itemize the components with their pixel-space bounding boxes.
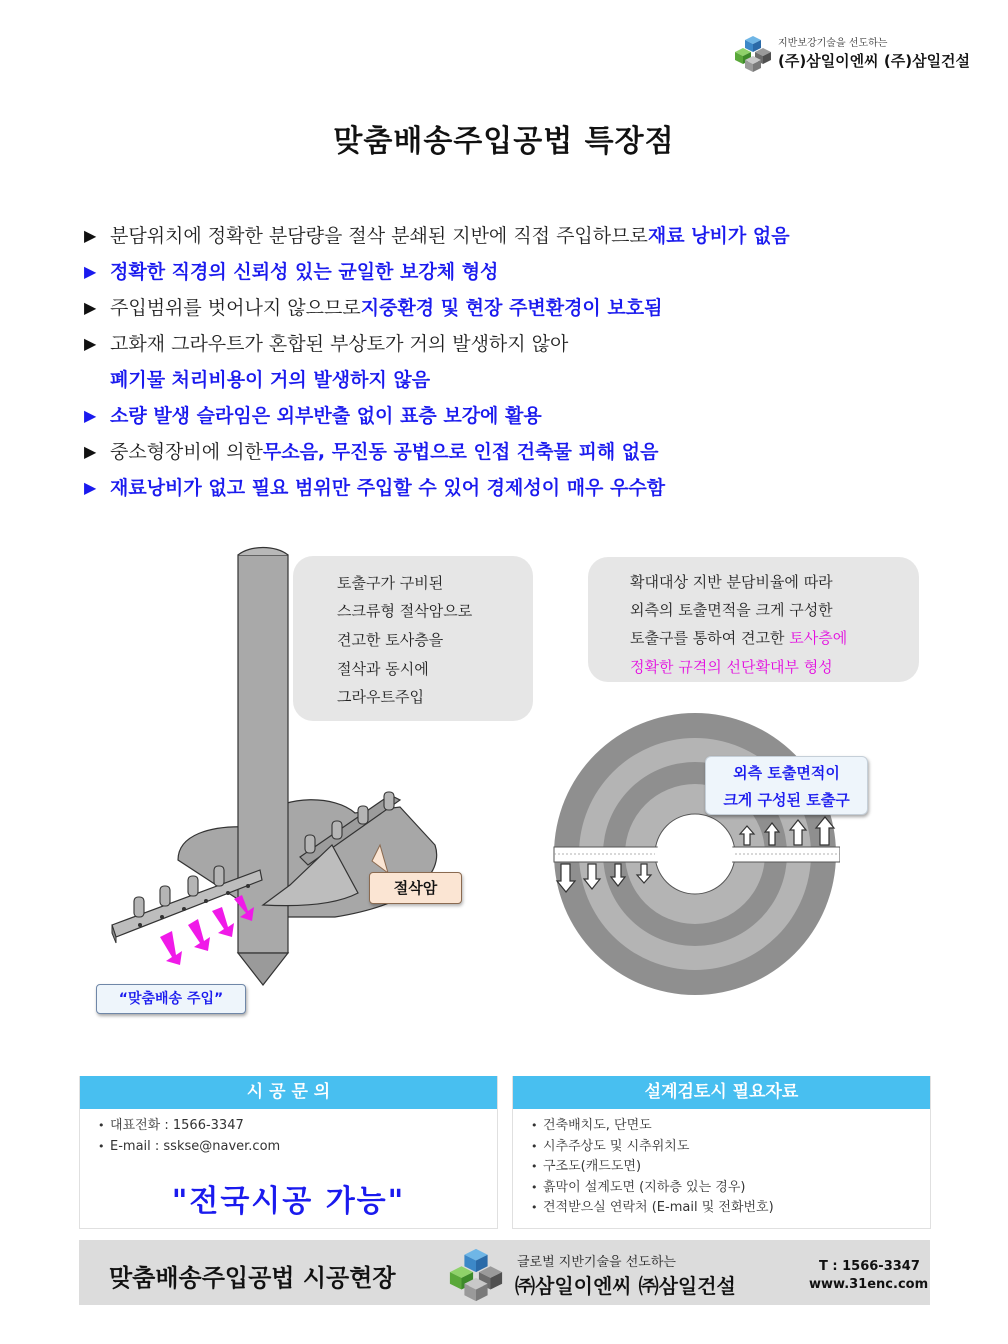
triangle-bullet-icon: ▶	[84, 226, 97, 245]
feature-item	[84, 218, 964, 254]
callout-line: 외측의 토출면적을 크게 구성한	[630, 601, 833, 619]
callout-line: 절삭과 동시에	[337, 660, 429, 678]
plan-view-diagram	[550, 708, 840, 1000]
callout-line: 견고한 토사층을	[337, 631, 444, 649]
cutting-arm-label: 절삭암	[369, 872, 462, 904]
feature-highlight: 재료 낭비가 없음	[647, 225, 790, 247]
docs-item: • 시추주상도 및 시추위치도	[531, 1137, 774, 1158]
required-docs-panel	[512, 1076, 931, 1229]
feature-text: 분담위치에 정확한 분담량을 절삭 분쇄된 지반에 직접 주입하므로	[110, 225, 648, 247]
cubes-logo-icon	[732, 34, 774, 74]
footer-tagline: 글로벌 지반기술을 선도하는	[517, 1255, 676, 1270]
docs-panel-heading: 설계검토시 필요자료	[513, 1076, 930, 1109]
page-title: 맞춤배송주입공법 특장점	[333, 124, 675, 159]
triangle-bullet-icon: ▶	[84, 334, 97, 353]
docs-item: • 흙막이 설계도면 (지하층 있는 경우)	[531, 1178, 774, 1199]
feature-text: 중소형장비에 의한	[110, 441, 263, 463]
logo-tagline: 지반보강기술을 선도하는	[778, 38, 888, 49]
docs-list	[531, 1116, 774, 1219]
callout-line: 토출구가 구비된	[337, 574, 444, 592]
footer-website: www.31enc.com	[809, 1277, 929, 1292]
feature-list	[84, 218, 964, 506]
nationwide-slogan: "전국시공 가능"	[171, 1184, 406, 1219]
contact-list	[98, 1116, 280, 1157]
contact-panel	[79, 1076, 498, 1229]
custom-injection-label: “맞춤배송 주입”	[96, 984, 246, 1014]
left-description-callout	[293, 556, 533, 721]
docs-item: • 구조도(캐드도면)	[531, 1157, 774, 1178]
feature-highlight: 재료낭비가 없고 필요 범위만 주입할 수 있어 경제성이 매우 우수함	[110, 477, 666, 499]
footer-company: ㈜삼일이엔씨 ㈜삼일건설	[515, 1274, 736, 1298]
outer-outlet-label	[705, 756, 868, 815]
feature-highlight: 지중환경 및 현장 주변환경이 보호됨	[360, 297, 663, 319]
feature-item	[84, 470, 964, 506]
callout-accent: 토사층에	[789, 629, 848, 647]
pile-tip	[238, 953, 288, 985]
outlet-label-line: 크게 구성된 토출구	[723, 791, 850, 809]
triangle-bullet-icon: ▶	[84, 478, 97, 497]
feature-item	[84, 326, 964, 362]
triangle-bullet-icon: ▶	[84, 406, 97, 425]
docs-item: • 건축배치도, 단면도	[531, 1116, 774, 1137]
contact-panel-heading: 시 공 문 의	[80, 1076, 497, 1109]
callout-line	[630, 627, 847, 648]
company-logo	[732, 30, 992, 80]
feature-item	[84, 254, 964, 290]
callout-line: 스크류형 절삭암으로	[337, 602, 473, 620]
callout-line	[630, 656, 833, 677]
feature-highlight: 무소음, 무진동 공법으로 인접 건축물 피해 없음	[262, 441, 659, 463]
feature-highlight: 폐기물 처리비용이 거의 발생하지 않음	[110, 369, 431, 391]
callout-text: 토출구를 통하여 견고한	[630, 629, 790, 647]
contact-phone: • 대표전화 : 1566-3347	[98, 1116, 280, 1137]
callout-line: 확대대상 지반 분담비율에 따라	[630, 573, 833, 591]
right-description-callout	[588, 557, 919, 682]
feature-item	[84, 290, 964, 326]
feature-item-continued	[84, 362, 964, 398]
docs-item: • 견적받으실 연락처 (E-mail 및 전화번호)	[531, 1198, 774, 1219]
contact-email: • E-mail : sskse@naver.com	[98, 1137, 280, 1158]
footer-banner	[79, 1240, 930, 1305]
triangle-bullet-icon: ▶	[84, 262, 97, 281]
feature-highlight: 정확한 직경의 신뢰성 있는 균일한 보강체 형성	[110, 261, 499, 283]
triangle-bullet-icon: ▶	[84, 442, 97, 461]
callout-accent: 정확한 규격의 선단확대부 형성	[630, 658, 833, 676]
feature-highlight: 소량 발생 슬라임은 외부반출 없이 표층 보강에 활용	[110, 405, 542, 427]
feature-text: 주입범위를 벗어나지 않으므로	[110, 297, 361, 319]
footer-title: 맞춤배송주입공법 시공현장	[109, 1264, 396, 1292]
cubes-logo-icon	[445, 1246, 507, 1304]
footer-phone: T : 1566-3347	[819, 1259, 920, 1274]
outlet-label-line: 외측 토출면적이	[733, 764, 840, 782]
triangle-bullet-icon: ▶	[84, 298, 97, 317]
feature-item	[84, 434, 964, 470]
logo-company-name: (주)삼일이엔씨 (주)삼일건설	[778, 52, 971, 70]
feature-text: 고화재 그라우트가 혼합된 부상토가 거의 발생하지 않아	[110, 333, 569, 355]
feature-item	[84, 398, 964, 434]
callout-line: 그라우트주입	[337, 688, 424, 706]
